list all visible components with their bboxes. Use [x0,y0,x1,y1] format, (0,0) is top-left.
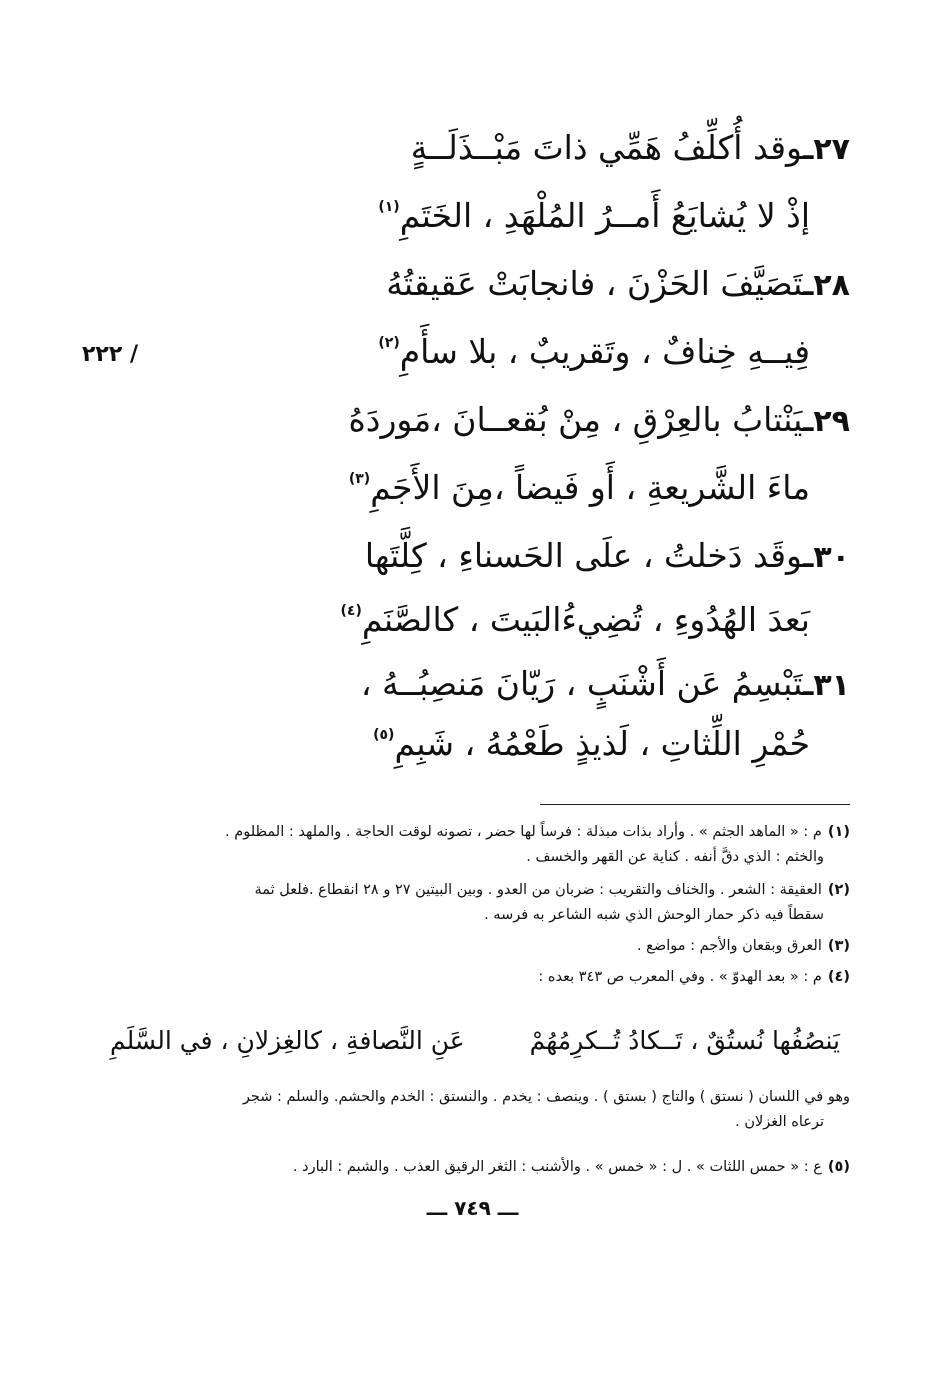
verse-number: ٢٩ [813,404,850,439]
footnote-ref[interactable]: (٣) [348,471,371,487]
marginal-page-number: ٢٢٢ [82,342,123,367]
footnote-text: وهو في اللسان ( نستق ) والتاج ( بستق ) . وينصف : يخدم . والنستق : الخدم والحشم. والسلم : شجر [242,1089,850,1105]
verse-separator: ـ [803,404,814,439]
footnote-quoted-verse [110,1026,840,1072]
footnote-text-continued: والخثم : الذي دقَّ أنفه . كناية عن القهر والخسف . [526,849,824,865]
verse-text: حُمْرِ اللِّثاتِ ، لَذيذٍ طَعْمُهُ ، شَبِمِ [394,724,810,763]
footnote-text: العقيقة : الشعر . والخناف والتقريب : ضربان من العدو . وبين البيتين ٢٧ و ٢٨ انقطاع .فلعل ثمة [254,882,822,898]
verse-text: إذْ لا يُشايَعُ أَمــرُ المُلْهَدِ ، الخَتَمِ [399,196,810,235]
verse-28-line-a [90,264,850,324]
verse-27-hemistich-a [411,128,850,167]
verse-text: يَنْتابُ بالعِرْقِ ، مِنْ بُقعــانَ ،مَوردَهُ [348,400,804,439]
footnote-5 [135,1155,850,1180]
footnote-number: (١) [827,824,850,840]
footnote-ref[interactable]: (٤) [340,603,362,619]
verse-text: بَعدَ الهُدُوءِ ، تُضِيءُالبَيتَ ، كالصَّنَمِ [361,600,810,639]
verse-separator: ـ [803,268,814,303]
verse-number: ٢٧ [813,132,850,167]
verse-number: ٢٨ [813,268,850,303]
verse-31-line-b [90,724,850,784]
verse-27-line-b [90,196,850,256]
marginal-mark: / [129,342,139,367]
verse-text: وقد أُكلِّفُ هَمِّي ذاتَ مَبْــذَلَــةٍ [410,128,804,167]
quoted-hemistich-a: يَنصُفُها نُستُقٌ ، تَــكادُ تُــكرِمُهُمْ [529,1026,840,1055]
footnote-2 [135,878,850,928]
verse-28-hemistich-b [372,332,810,371]
footnote-3 [135,934,850,959]
footnote-4-continued [135,1085,850,1135]
footnote-ref[interactable]: (١) [378,199,400,215]
verse-29-hemistich-a [348,400,850,439]
footnote-text-continued: سقطاً فيه ذكر حمار الوحش الذي شبه الشاعر به فرسه . [484,907,824,923]
verse-30-hemistich-b [335,600,810,639]
verse-separator: ـ [803,540,814,575]
verse-29-hemistich-b [343,468,810,507]
verse-text: وقَد دَخلتُ ، علَى الحَسناءِ ، كِلَّتَها [364,536,804,575]
verse-30-hemistich-a [365,536,850,575]
verse-text: ماءَ الشَّريعةِ ، أَو فَيضاً ،مِنَ الأَجَمِ [370,468,810,507]
verse-separator: ـ [803,132,814,167]
page-number: ـــ ٧٤٩ ـــ [426,1196,519,1220]
verse-31-hemistich-b [367,724,810,763]
footnote-separator [540,804,850,805]
footnote-text: العرق وبقعان والأجم : مواضع . [636,938,822,954]
verse-31-line-a [90,664,850,724]
footnote-number: (٢) [827,882,850,898]
verse-31-hemistich-a [361,664,850,703]
verse-number: ٣١ [813,668,850,703]
verse-27-hemistich-b [372,196,810,235]
verse-30-line-a [90,536,850,596]
footnote-number: (٣) [827,938,850,954]
verse-text: فِيــهِ خِنافٌ ، وتَقريبٌ ، بلا سأَمِ [399,332,810,371]
verse-text: تَبْسِمُ عَن أَشْنَبٍ ، رَيّانَ مَنصِبُــهُ ، [360,664,804,703]
footnote-text: م : « بعد الهدوّ » . وفي المعرب ص ٣٤٣ بعده : [538,969,822,985]
footnote-1 [135,820,850,870]
footnote-number: (٤) [827,969,850,985]
footnote-text: ع : « حمس اللثات » . ل : « خمس » . والأشنب : الثغر الرقيق العذب . والشبم : البارد . [292,1159,822,1175]
verse-number: ٣٠ [813,540,850,575]
footnote-4 [135,965,850,990]
verse-27-line-a [90,128,850,188]
verse-28-line-b [90,332,850,392]
marginal-page-reference [82,342,138,367]
quoted-hemistich-b: عَنِ النَّصافةِ ، كالغِزلانِ ، في السَّلَمِ [110,1026,465,1055]
footnote-text: م : « الماهد الجثم » . وأراد بذات مبذلة : فرساً لها حضر ، تصونه لوقت الحاجة . والملهد : المظلوم . [225,824,822,840]
verse-29-line-b [90,468,850,528]
footnote-number: (٥) [827,1159,850,1175]
footnote-text-continued: ترعاه الغزلان . [735,1114,824,1130]
verse-29-line-a [90,400,850,460]
verse-30-line-b [90,600,850,660]
footnotes [135,820,850,990]
footnote-ref[interactable]: (٥) [373,727,395,743]
verse-separator: ـ [803,668,814,703]
verse-text: تَصَيَّفَ الحَزْنَ ، فانجابَتْ عَقيقتُهُ [386,264,804,303]
footnote-ref[interactable]: (٢) [378,335,400,351]
verse-28-hemistich-a [386,264,850,303]
